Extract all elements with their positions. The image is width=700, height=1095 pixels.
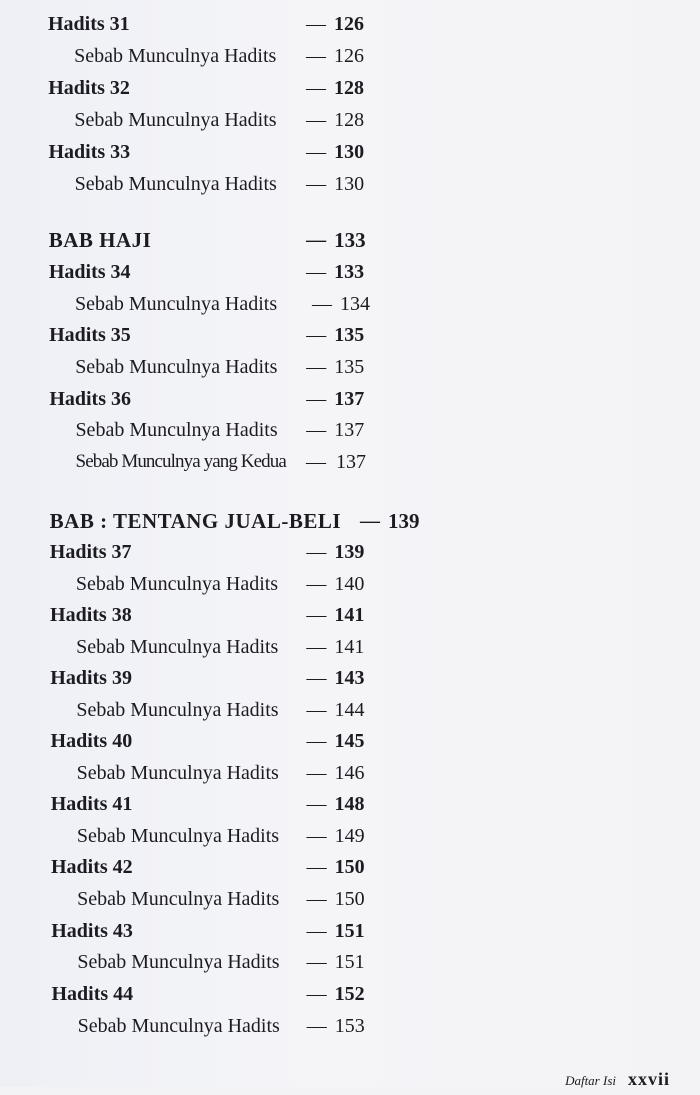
toc-leader-dash: — xyxy=(306,793,327,815)
toc-page-number: 141 xyxy=(334,604,365,626)
toc-leader-dash: — xyxy=(305,451,326,473)
toc-entry-label: Sebab Munculnya Hadits xyxy=(76,636,279,658)
toc-entry-label: Sebab Munculnya Hadits xyxy=(77,1015,280,1037)
toc-page-number: 137 xyxy=(335,451,366,473)
toc-entry-label: Hadits 40 xyxy=(50,730,133,752)
toc-subentry xyxy=(75,170,475,198)
toc-subentry xyxy=(77,885,477,913)
toc-entry-label: Hadits 38 xyxy=(50,604,132,626)
toc-hadits-entry xyxy=(49,321,449,349)
toc-leader-dash: — xyxy=(306,388,327,410)
toc-page-number: 151 xyxy=(334,951,365,973)
toc-page-number: 150 xyxy=(334,856,365,878)
toc-leader-dash: — xyxy=(306,983,327,1005)
toc-hadits-entry xyxy=(49,258,449,286)
toc-page-number: 135 xyxy=(334,356,365,378)
toc-hadits-entry xyxy=(51,727,451,755)
toc-entry-label: Sebab Munculnya Hadits xyxy=(75,573,279,595)
toc-leader-dash: — xyxy=(306,324,327,346)
toc-leader-dash: — xyxy=(306,699,327,721)
toc-subentry xyxy=(77,948,477,976)
toc-leader-dash: — xyxy=(306,762,327,784)
toc-page-number: 140 xyxy=(334,573,365,595)
toc-page-number: 143 xyxy=(334,667,365,689)
toc-leader-dash: — xyxy=(306,604,327,626)
toc-leader-dash: — xyxy=(306,173,327,195)
toc-page-number: 128 xyxy=(334,77,365,99)
toc-leader-dash: — xyxy=(306,419,327,441)
toc-subentry xyxy=(75,290,475,318)
toc-leader-dash: — xyxy=(306,888,327,910)
page-footer xyxy=(565,1069,670,1095)
toc-chapter-heading xyxy=(49,226,449,254)
toc-entry-label: Hadits 32 xyxy=(48,77,130,99)
toc-entry-label: Sebab Munculnya Hadits xyxy=(75,356,278,378)
toc-page-number: 126 xyxy=(334,13,364,35)
toc-leader-dash: — xyxy=(306,667,327,689)
toc-leader-dash: — xyxy=(359,510,380,532)
toc-entry-label: Sebab Munculnya Hadits xyxy=(76,699,279,721)
toc-leader-dash: — xyxy=(311,293,332,315)
toc-leader-dash: — xyxy=(306,951,327,973)
footer-page-number: xxvii xyxy=(627,1069,670,1089)
toc-page-number: 149 xyxy=(334,825,365,847)
toc-leader-dash: — xyxy=(306,1015,327,1037)
toc-subentry xyxy=(76,570,476,598)
toc-entry-label: Sebab Munculnya Hadits xyxy=(76,762,279,784)
toc-page-number: 128 xyxy=(334,109,365,131)
toc-entry-label: Hadits 43 xyxy=(51,920,133,942)
toc-entry-label: Hadits 39 xyxy=(50,667,132,689)
toc-hadits-entry xyxy=(50,601,450,629)
toc-subentry xyxy=(74,42,474,70)
toc-page-number: 139 xyxy=(387,509,420,533)
toc-hadits-entry xyxy=(51,853,451,881)
toc-leader-dash: — xyxy=(306,920,327,942)
toc-entry-label: Sebab Munculnya Hadits xyxy=(74,45,277,67)
toc-page-number: 141 xyxy=(334,636,365,658)
toc-leader-dash: — xyxy=(306,141,327,163)
toc-leader-dash: — xyxy=(306,229,327,251)
toc-entry-label: Sebab Munculnya Hadits xyxy=(76,825,280,847)
toc-entry-label: Sebab Munculnya Hadits xyxy=(77,951,280,973)
toc-entry-label: Hadits 42 xyxy=(51,856,133,878)
toc-leader-dash: — xyxy=(306,77,327,99)
toc-hadits-entry xyxy=(50,538,450,566)
toc-leader-dash: — xyxy=(306,825,327,847)
toc-page-number: 144 xyxy=(334,699,365,721)
toc-entry-label: Hadits 37 xyxy=(49,541,132,563)
toc-chapter-heading xyxy=(50,507,450,535)
toc-entry-label: Hadits 33 xyxy=(48,141,131,163)
toc-subentry xyxy=(78,1012,478,1040)
toc-entry-label: Sebab Munculnya Hadits xyxy=(74,109,277,131)
toc-hadits-entry xyxy=(51,917,451,945)
toc-page-number: 134 xyxy=(339,293,370,315)
toc-subentry xyxy=(76,633,476,661)
toc-entry-label: Hadits 35 xyxy=(49,324,131,346)
toc-page-number: 133 xyxy=(334,228,366,252)
toc-page-number: 152 xyxy=(334,983,365,1005)
toc-subentry xyxy=(75,416,475,444)
toc-subentry xyxy=(76,696,476,724)
toc-leader-dash: — xyxy=(306,636,327,658)
toc-page-number: 139 xyxy=(334,541,365,563)
toc-leader-dash: — xyxy=(306,856,327,878)
toc-page-number: 151 xyxy=(334,920,365,942)
toc-subentry xyxy=(76,448,476,476)
toc-page-number: 130 xyxy=(334,173,365,195)
toc-page-number: 148 xyxy=(334,793,365,815)
toc-leader-dash: — xyxy=(306,541,327,563)
footer-label: Daftar Isi xyxy=(565,1073,616,1088)
toc-page-number: 135 xyxy=(334,324,365,346)
toc-leader-dash: — xyxy=(306,356,327,378)
toc-entry-label: Sebab Munculnya Hadits xyxy=(74,173,277,195)
toc-page-number: 133 xyxy=(334,261,365,283)
toc-hadits-entry xyxy=(48,138,448,166)
toc-leader-dash: — xyxy=(306,109,327,131)
toc-page-number: 145 xyxy=(334,730,365,752)
toc-entry-label: Sebab Munculnya yang Kedua xyxy=(75,451,286,472)
toc-entry-label: BAB HAJI xyxy=(48,228,152,252)
toc-hadits-entry xyxy=(48,74,448,102)
toc-leader-dash: — xyxy=(306,45,326,67)
toc-entry-label: Sebab Munculnya Hadits xyxy=(77,888,280,910)
toc-entry-label: Hadits 41 xyxy=(50,793,133,815)
toc-entry-label: Sebab Munculnya Hadits xyxy=(74,293,278,315)
toc-page-number: 137 xyxy=(334,419,365,441)
toc-subentry xyxy=(77,822,477,850)
toc-entry-label: Sebab Munculnya Hadits xyxy=(75,419,278,441)
toc-hadits-entry xyxy=(48,10,448,38)
toc-leader-dash: — xyxy=(306,261,327,283)
toc-entry-label: Hadits 44 xyxy=(51,983,134,1005)
toc-page-number: 146 xyxy=(334,762,365,784)
toc-page-number: 153 xyxy=(334,1015,365,1037)
toc-hadits-entry xyxy=(51,790,451,818)
toc-entry-label: Hadits 31 xyxy=(48,13,130,35)
toc-page-number: 150 xyxy=(334,888,365,910)
toc-hadits-entry xyxy=(51,980,451,1008)
toc-entry-label: Hadits 34 xyxy=(48,261,131,283)
toc-subentry xyxy=(74,106,474,134)
toc-entry-label: Hadits 36 xyxy=(49,388,131,410)
toc-leader-dash: — xyxy=(306,730,327,752)
toc-leader-dash: — xyxy=(306,13,326,35)
toc-subentry xyxy=(77,759,477,787)
toc-entry-label: BAB : TENTANG JUAL-BELI xyxy=(49,509,342,533)
toc-hadits-entry xyxy=(49,385,449,413)
toc-subentry xyxy=(75,353,475,381)
toc-leader-dash: — xyxy=(306,573,327,595)
toc-hadits-entry xyxy=(50,664,450,692)
toc-page-number: 126 xyxy=(334,45,364,67)
toc-page-number: 130 xyxy=(334,141,365,163)
toc-page-number: 137 xyxy=(334,388,365,410)
